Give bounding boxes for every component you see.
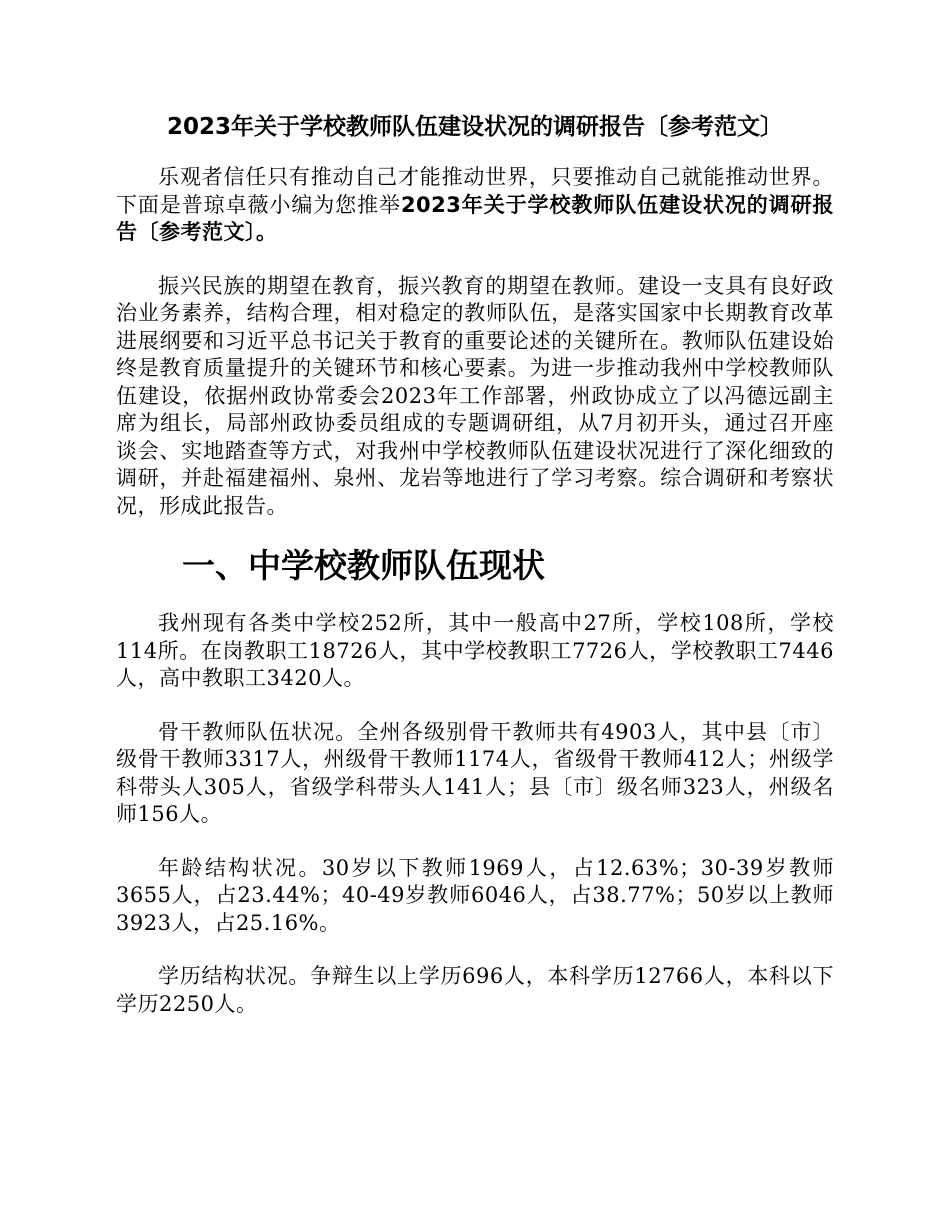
intro-highlight-text: 2023年关于学校教师队伍建设状况的调研报告〔参考范文〕。 bbox=[116, 192, 834, 244]
document-body bbox=[116, 112, 834, 1044]
schools-staff-paragraph: 我州现有各类中学校252所，其中一般高中27所，学校108所，学校114所。在岗教职工18726人，其中学校教职工7726人，学校教职工7446人，高中教职工3420人。 bbox=[116, 611, 834, 690]
document-title: 2023年关于学校教师队伍建设状况的调研报告〔参考范文〕 bbox=[166, 114, 783, 140]
section-heading: 一、中学校教师队伍现状 bbox=[182, 546, 545, 585]
backbone-teachers-paragraph: 骨干教师队伍状况。全州各级别骨干教师共有4903人，其中县〔市〕级骨干教师3317人，州级骨干教师1174人，省级骨干教师412人；州级学科带头人305人，省级学科带头人141人；县〔市〕级名师323人，州级名师156人。 bbox=[116, 719, 834, 826]
education-structure-paragraph: 学历结构状况。争辩生以上学历696人，本科学历12766人，本科以下学历2250人。 bbox=[116, 964, 834, 1016]
intro-lead-text: 乐观者信任只有推动自己才能推动世界，只要推动自己就能推动世界。下面是普琼卓薇小编为您推举 bbox=[116, 165, 834, 217]
age-structure-paragraph: 年龄结构状况。30岁以下教师1969人，占12.63%；30-39岁教师3655人，占23.44%；40-49岁教师6046人，占38.77%；50岁以上教师3923人，占25.16%。 bbox=[116, 855, 834, 935]
background-paragraph: 振兴民族的期望在教育，振兴教育的期望在教师。建设一支具有良好政治业务素养，结构合理，相对稳定的教师队伍，是落实国家中长期教育改革进展纲要和习近平总书记关于教育的重要论述的关键所在。教师队伍建设始终是教育质量提升的关键环节和核心要素。为进一步推动我州中学校教师队伍建设，依据州政协常委会2023年工作部署，州政协成立了以冯德远副主席为组长，局部州政协委员组成的专题调研组，从7月初开头，通过召开座谈会、实地踏查等方式，对我州中学校教师队伍建设状况进行了深化细致的调研，并赴福建福州、泉州、龙岩等地进行了学习考察。综合调研和考察状况，形成此报告。 bbox=[116, 273, 834, 518]
intro-paragraph bbox=[116, 164, 834, 247]
